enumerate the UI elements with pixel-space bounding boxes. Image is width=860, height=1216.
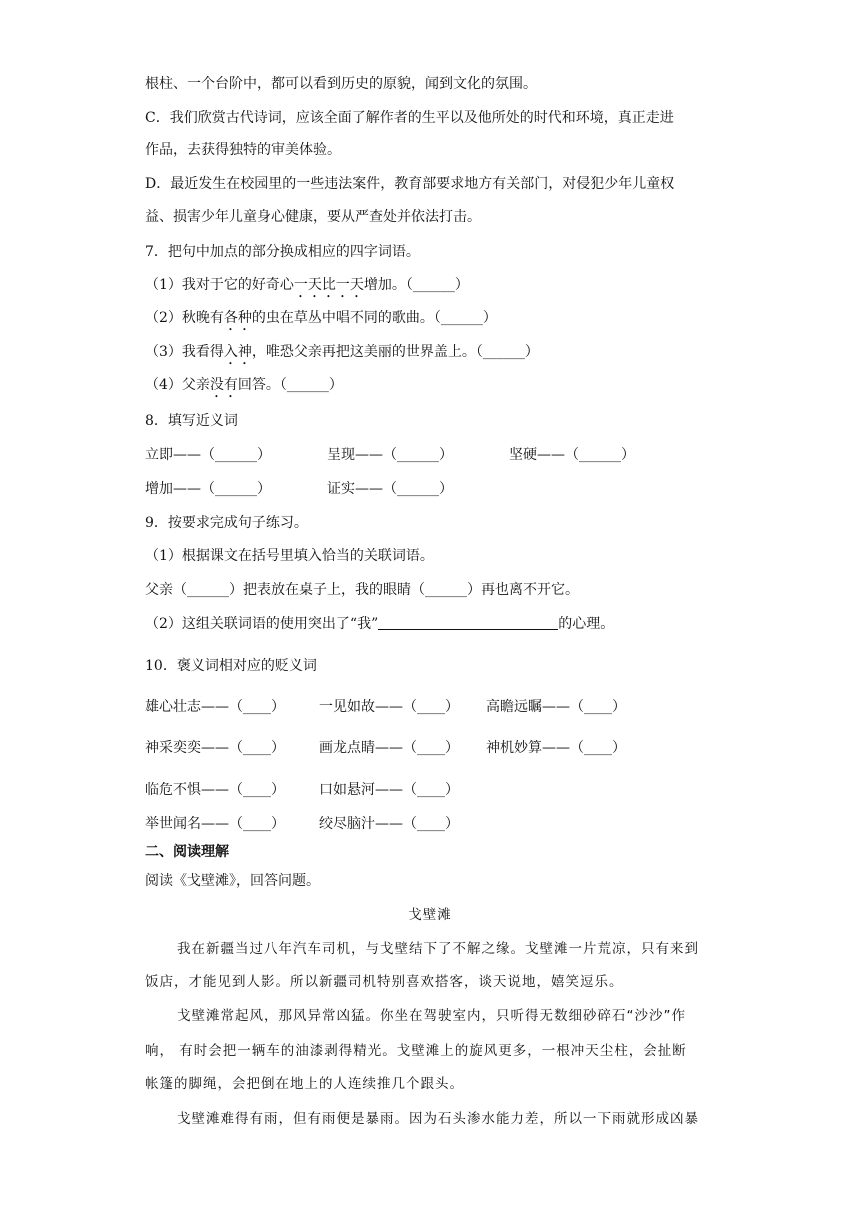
reading-intro: 阅读《戈壁滩》，回答问题。 [145,873,320,889]
article-paragraph-line: 我在新疆当过八年汽车司机，与戈壁结下了不解之缘。戈壁滩一片荒凉，只有来到 [177,941,699,957]
item-text-before: （2）秋晚有 [145,310,224,326]
synonym-item: 增加——（______） [145,481,271,497]
article-title: 戈壁滩 [408,907,452,923]
article-paragraph-line: 响， 有时会把一辆车的油漆剥得精光。戈壁滩上的旋风更多，一根冲天尘柱，会扯断 [145,1043,687,1059]
question-7-item-4 [145,375,343,401]
question-7-item-3 [145,342,539,368]
item-text-after: 的虫在草丛中唱不同的歌曲。（______） [251,310,497,326]
article-paragraph-line: 戈壁滩难得有雨，但有雨便是暴雨。因为石头渗水能力差，所以一下雨就形成凶暴 [177,1111,699,1127]
antonym-item: 画龙点睛——（____） [319,740,459,756]
antonym-item: 口如悬河——（____） [319,782,459,798]
dotted-phrase: 没有 [209,377,238,393]
sub-2-text-before: （2）这组关联词语的使用突出了“我” [145,616,379,632]
synonym-item: 呈现——（______） [327,447,453,463]
antonym-item: 雄心壮志——（____） [145,699,285,715]
item-text-before: （4）父亲 [145,377,210,393]
dotted-phrase: 各种 [223,310,252,326]
question-10-title: 10．褒义词相对应的贬义词 [145,658,317,674]
antonym-item: 高瞻远瞩——（____） [486,699,626,715]
antonym-item: 绞尽脑汁——（____） [319,816,459,832]
sub-2-text-after: 的心理。 [558,616,615,632]
item-text-before: （3）我看得 [145,344,224,360]
option-d-line1: D．最近发生在校园里的一些违法案件，教育部要求地方有关部门，对侵犯少年儿童权 [145,176,675,192]
item-text-before: （1）我对于它的好奇心 [145,277,294,293]
dotted-phrase: 入神 [223,344,252,360]
article-paragraph-line: 戈壁滩常起风，那风异常凶猛。你坐在驾驶室内，只听得无数细砂碎石“沙沙”作 [177,1008,686,1024]
option-d-line2: 益、损害少年儿童身心健康，要从严查处并依法打击。 [145,209,481,225]
section-2-heading: 二、阅读理解 [145,844,229,860]
item-text-after: ，唯恐父亲再把这美丽的世界盖上。（______） [251,344,539,360]
item-text-after: 回答。（______） [237,377,343,393]
question-7-title: 7．把句中加点的部分换成相应的四字词语。 [145,244,420,260]
synonym-item: 坚硬——（______） [509,447,635,463]
antonym-item: 神机妙算——（____） [486,740,626,756]
dotted-phrase: 一天比一天 [293,277,364,293]
question-9-sub-2 [145,614,614,634]
question-7-item-1 [145,275,469,301]
question-9-sub-1: （1）根据课文在括号里填入恰当的关联词语。 [145,548,434,564]
synonym-item: 证实——（______） [327,481,453,497]
antonym-item: 一见如故——（____） [319,699,459,715]
question-8-title: 8．填写近义词 [145,413,238,429]
question-9-title: 9．按要求完成句子练习。 [145,515,308,531]
option-c-line1: C．我们欣赏古代诗词，应该全面了解作者的生平以及他所处的时代和环境，真正走进 [145,110,674,126]
antonym-item: 举世闻名——（____） [145,816,285,832]
antonym-item: 临危不惧——（____） [145,782,285,798]
option-b-continuation: 根柱、一个台阶中，都可以看到历史的原貌，闻到文化的氛围。 [145,76,537,92]
article-paragraph-line: 饭店，才能见到人影。所以新疆司机特别喜欢搭客，谈天说地，嬉笑逗乐。 [145,974,624,990]
question-7-item-2 [145,308,497,334]
item-text-after: 增加。（______） [363,277,469,293]
question-9-sentence: 父亲（______）把表放在桌子上，我的眼睛（______）再也离不开它。 [145,582,579,598]
answer-blank[interactable] [378,615,558,630]
article-paragraph-line: 帐篷的脚绳，会把倒在地上的人连续推几个跟头。 [145,1076,464,1092]
option-c-line2: 作品，去获得独特的审美体验。 [145,142,341,158]
synonym-item: 立即——（______） [145,447,271,463]
antonym-item: 神采奕奕——（____） [145,740,285,756]
